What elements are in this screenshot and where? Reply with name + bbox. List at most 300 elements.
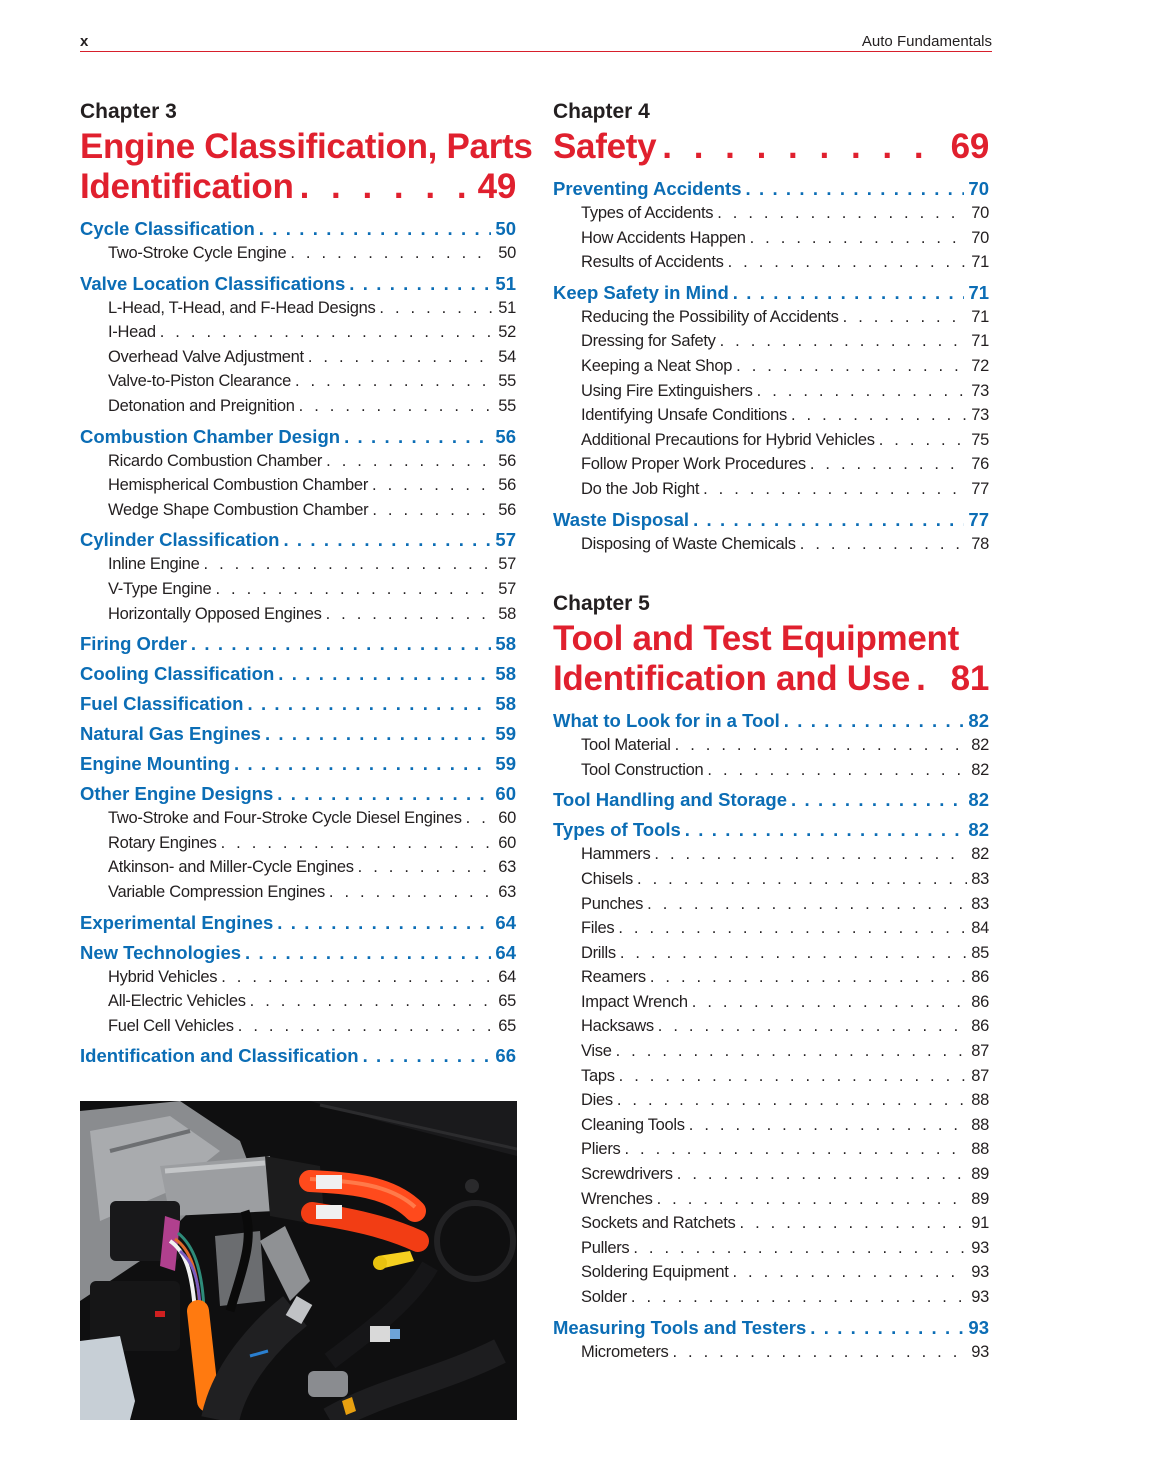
toc-subsection-entry[interactable] <box>80 577 516 602</box>
chapter-5 <box>553 592 989 1364</box>
toc-subsection-entry[interactable] <box>553 1340 989 1365</box>
toc-section-entry[interactable] <box>553 709 989 733</box>
toc-subsection-entry[interactable] <box>553 758 989 783</box>
toc-subsection-entry[interactable] <box>553 892 989 917</box>
toc-subsection-entry[interactable] <box>80 831 516 856</box>
toc-entry-title: Rotary Engines <box>108 833 217 852</box>
toc-subsection-entry[interactable] <box>553 329 989 354</box>
toc-page-number: 93 <box>971 1263 989 1282</box>
toc-section-entry[interactable] <box>80 425 516 449</box>
toc-page-number: 50 <box>498 244 516 262</box>
toc-section-entry[interactable] <box>553 281 989 305</box>
dot-leader <box>204 552 495 577</box>
toc-section-entry[interactable] <box>553 788 989 812</box>
dot-leader <box>290 241 494 266</box>
toc-entry-title: Horizontally Opposed Engines <box>108 604 322 623</box>
toc-entry-title: Results of Accidents <box>581 253 724 272</box>
dot-leader <box>637 867 967 892</box>
toc-page-number: 87 <box>971 1066 989 1085</box>
toc-subsection-entry[interactable] <box>553 201 989 226</box>
toc-page-number: 82 <box>968 710 989 732</box>
toc-subsection-entry[interactable] <box>80 449 516 474</box>
toc-entry-title: Pliers <box>581 1140 621 1159</box>
chapter-title-line: Identification <box>80 167 294 206</box>
toc-page-number: 60 <box>498 809 516 828</box>
dot-leader <box>278 662 491 686</box>
toc-page-number: 70 <box>971 204 989 222</box>
toc-entry-title: Files <box>581 919 615 938</box>
toc-subsection-entry[interactable] <box>80 806 516 831</box>
toc-subsection-entry[interactable] <box>553 733 989 758</box>
dot-leader <box>619 1064 968 1089</box>
dot-leader <box>363 1044 492 1068</box>
toc-entry-title: Tool Handling and Storage <box>553 789 787 811</box>
dot-leader <box>631 1285 967 1310</box>
toc-entry-title: Cycle Classification <box>80 218 255 239</box>
toc-page-number: 82 <box>971 760 989 779</box>
toc-page-number: 87 <box>971 1042 989 1061</box>
toc-entry-title: Preventing Accidents <box>553 178 742 199</box>
toc-page-number: 63 <box>498 882 516 901</box>
dot-leader <box>277 782 491 806</box>
toc-page-number: 56 <box>495 425 516 447</box>
toc-entry-title: Engine Mounting <box>80 753 231 775</box>
dot-leader <box>703 477 967 502</box>
dot-leader <box>617 1088 967 1113</box>
toc-page-number: 60 <box>495 783 516 805</box>
toc-entry-title: Keeping a Neat Shop <box>581 356 733 375</box>
dot-leader <box>677 1162 967 1187</box>
toc-section-entry[interactable] <box>80 941 516 965</box>
toc-entry-title: Chisels <box>581 869 634 888</box>
toc-entry-title: Pullers <box>581 1238 630 1257</box>
toc-section-entry[interactable] <box>80 632 516 656</box>
toc-entry-title: All-Electric Vehicles <box>108 992 246 1011</box>
toc-entry-title: Experimental Engines <box>80 911 274 933</box>
engine-photo-illustration <box>80 1101 517 1420</box>
toc-entry-title: Hacksaws <box>581 1017 654 1036</box>
toc-entry-title: Overhead Valve Adjustment <box>108 347 304 366</box>
dot-leader <box>658 1014 967 1039</box>
toc-page-number: 71 <box>971 307 989 326</box>
dot-leader <box>633 1236 967 1261</box>
dot-leader <box>662 127 944 167</box>
toc-section-entry[interactable] <box>80 662 516 686</box>
toc-entry-title: Using Fire Extinguishers <box>581 381 753 400</box>
toc-entry-title: Hemispherical Combustion Chamber <box>108 476 369 495</box>
toc-entry-title: Ricardo Combustion Chamber <box>108 451 323 470</box>
toc-entry-title: Soldering Equipment <box>581 1263 729 1282</box>
toc-entry-title: Cylinder Classification <box>80 529 280 551</box>
toc-page-number: 60 <box>498 833 516 852</box>
toc-page-number: 57 <box>495 529 516 551</box>
dot-leader <box>277 911 491 935</box>
toc-page-number: 64 <box>495 911 516 933</box>
toc-page-number: 83 <box>971 894 989 913</box>
toc-page-number: 78 <box>971 534 989 553</box>
toc-section-entry[interactable] <box>553 508 989 532</box>
dot-leader <box>654 842 967 867</box>
toc-section-entry[interactable] <box>80 782 516 806</box>
toc-entry-title: Types of Tools <box>553 819 681 841</box>
toc-section-entry[interactable] <box>553 818 989 842</box>
toc-subsection-entry[interactable] <box>553 354 989 379</box>
toc-entry-title: Sockets and Ratchets <box>581 1214 736 1233</box>
toc-page-number: 55 <box>498 396 516 415</box>
toc-subsection-entry[interactable] <box>80 345 516 370</box>
dot-leader <box>624 1137 967 1162</box>
toc-page-number: 77 <box>971 479 989 498</box>
dot-leader <box>810 452 967 477</box>
toc-page-number: 72 <box>971 356 989 375</box>
toc-subsection-entry[interactable] <box>80 965 516 990</box>
toc-subsection-entry[interactable] <box>553 379 989 404</box>
toc-entry-title: Wedge Shape Combustion Chamber <box>108 500 369 519</box>
toc-page-number: 89 <box>971 1165 989 1184</box>
toc-page-number: 86 <box>971 968 989 987</box>
toc-entry-title: Other Engine Designs <box>80 783 274 805</box>
toc-entry-title: Hybrid Vehicles <box>108 967 218 986</box>
toc-page-number: 65 <box>498 1016 516 1035</box>
toc-page-number: 88 <box>971 1115 989 1134</box>
toc-page-number: 65 <box>498 992 516 1011</box>
toc-subsection-entry[interactable] <box>553 1014 989 1039</box>
toc-entry-title: I-Head <box>108 323 156 342</box>
toc-page-number: 58 <box>495 663 516 685</box>
toc-subsection-entry[interactable] <box>80 989 516 1014</box>
dot-leader <box>308 345 494 370</box>
toc-subsection-entry[interactable] <box>553 1187 989 1212</box>
toc-page-number: 50 <box>495 218 516 239</box>
toc-entry-title: Reducing the Possibility of Accidents <box>581 307 839 326</box>
toc-page-number: 86 <box>971 1017 989 1036</box>
toc-subsection-entry[interactable] <box>553 941 989 966</box>
toc-entry-title: Screwdrivers <box>581 1165 673 1184</box>
toc-subsection-entry[interactable] <box>80 320 516 345</box>
toc-subsection-entry[interactable] <box>80 855 516 880</box>
toc-entry-title: New Technologies <box>80 941 242 963</box>
toc-page-number: 71 <box>971 332 989 351</box>
toc-entry-title: Disposing of Waste Chemicals <box>581 534 796 553</box>
toc-subsection-entry[interactable] <box>80 498 516 523</box>
toc-subsection-entry[interactable] <box>80 880 516 905</box>
dot-leader <box>618 916 967 941</box>
chapter-title[interactable] <box>80 127 533 207</box>
toc-entry-title: Fuel Cell Vehicles <box>108 1016 234 1035</box>
toc-page-number: 51 <box>498 298 516 317</box>
chapter-title[interactable] <box>553 619 989 699</box>
running-head <box>80 31 992 52</box>
toc-page-number: 63 <box>498 858 516 877</box>
toc-entry-title: Fuel Classification <box>80 693 244 715</box>
toc-entry-title: Valve-to-Piston Clearance <box>108 372 291 391</box>
toc-list <box>553 177 989 556</box>
toc-subsection-entry[interactable] <box>553 916 989 941</box>
book-title: Auto Fundamentals <box>861 33 992 50</box>
toc-section-entry[interactable] <box>80 911 516 935</box>
toc-subsection-entry[interactable] <box>553 305 989 330</box>
dot-leader <box>757 379 968 404</box>
toc-subsection-entry[interactable] <box>553 532 989 557</box>
toc-entry-title: Measuring Tools and Testers <box>553 1316 807 1338</box>
dot-leader <box>791 403 967 428</box>
toc-entry-title: Taps <box>581 1066 615 1085</box>
toc-entry-title: Micrometers <box>581 1342 669 1361</box>
toc-entry-title: Inline Engine <box>108 555 200 574</box>
toc-entry-title: Hammers <box>581 845 651 864</box>
dot-leader <box>329 880 494 905</box>
dot-leader <box>732 1260 967 1285</box>
dot-leader <box>745 177 964 201</box>
dot-leader <box>879 428 968 453</box>
dot-leader <box>326 602 495 627</box>
toc-entry-title: Variable Compression Engines <box>108 882 325 901</box>
toc-entry-title: Identifying Unsafe Conditions <box>581 406 787 425</box>
toc-subsection-entry[interactable] <box>553 1088 989 1113</box>
toc-page-number: 56 <box>498 476 516 495</box>
dot-leader <box>300 167 472 207</box>
toc-page-number: 66 <box>495 1045 516 1067</box>
toc-page-number: 73 <box>971 406 989 425</box>
dot-leader <box>221 831 495 856</box>
chapter-title[interactable] <box>553 127 989 167</box>
toc-page-number: 57 <box>498 555 516 574</box>
toc-section-entry[interactable] <box>80 722 516 746</box>
toc-entry-title: Drills <box>581 943 616 962</box>
toc-subsection-entry[interactable] <box>553 250 989 275</box>
toc-subsection-entry[interactable] <box>553 1162 989 1187</box>
page-folio: x <box>80 33 89 50</box>
chapter-page: 81 <box>950 659 989 699</box>
dot-leader <box>295 369 494 394</box>
toc-page-number: 83 <box>971 869 989 888</box>
toc-entry-title: Waste Disposal <box>553 508 690 530</box>
toc-subsection-entry[interactable] <box>553 1260 989 1285</box>
toc-list <box>80 217 516 1068</box>
toc-section-entry[interactable] <box>553 177 989 201</box>
toc-subsection-entry[interactable] <box>553 1236 989 1261</box>
dot-leader <box>693 508 964 532</box>
dot-leader <box>372 498 494 523</box>
dot-leader <box>250 989 495 1014</box>
toc-page-number: 89 <box>971 1189 989 1208</box>
toc-subsection-entry[interactable] <box>80 602 516 627</box>
toc-page-number: 59 <box>495 753 516 775</box>
toc-page-number: 55 <box>498 372 516 391</box>
toc-subsection-entry[interactable] <box>80 241 516 266</box>
toc-entry-title: How Accidents Happen <box>581 228 746 247</box>
toc-page-number: 93 <box>971 1238 989 1257</box>
toc-subsection-entry[interactable] <box>553 1039 989 1064</box>
toc-page-number: 58 <box>495 633 516 655</box>
toc-entry-title: Impact Wrench <box>581 992 688 1011</box>
dot-leader <box>733 281 965 305</box>
toc-subsection-entry[interactable] <box>553 1211 989 1236</box>
dot-leader <box>344 425 491 449</box>
toc-page-number: 70 <box>968 178 989 199</box>
toc-page-number: 82 <box>968 819 989 841</box>
dot-leader <box>810 1316 964 1340</box>
toc-entry-title: Types of Accidents <box>581 204 714 222</box>
dot-leader <box>160 320 495 345</box>
toc-page-number: 71 <box>971 253 989 272</box>
toc-page-number: 54 <box>498 347 516 366</box>
chapter-page: 69 <box>950 127 989 166</box>
toc-entry-title: Combustion Chamber Design <box>80 425 341 447</box>
toc-section-entry[interactable] <box>80 692 516 716</box>
chapter-label: Chapter 5 <box>553 592 650 616</box>
toc-entry-title: Reamers <box>581 968 646 987</box>
toc-section-entry[interactable] <box>80 752 516 776</box>
toc-page-number: 51 <box>495 272 516 294</box>
dot-leader <box>728 250 968 275</box>
dot-leader <box>675 733 968 758</box>
dot-leader <box>616 1039 968 1064</box>
dot-leader <box>215 577 494 602</box>
dot-leader <box>707 758 967 783</box>
toc-subsection-entry[interactable] <box>553 1137 989 1162</box>
toc-subsection-entry[interactable] <box>553 990 989 1015</box>
toc-entry-title: Tool Material <box>581 736 671 755</box>
toc-page-number: 91 <box>971 1214 989 1233</box>
dot-leader <box>750 226 968 251</box>
dot-leader <box>283 528 491 552</box>
dot-leader <box>358 855 495 880</box>
dot-leader <box>650 965 967 990</box>
chapter-3 <box>80 100 533 1068</box>
toc-entry-title: Cooling Classification <box>80 663 275 685</box>
dot-leader <box>784 709 965 733</box>
toc-page-number: 58 <box>495 693 516 715</box>
toc-entry-title: Do the Job Right <box>581 479 700 498</box>
dot-leader <box>379 296 494 321</box>
toc-page-number: 88 <box>971 1091 989 1110</box>
toc-page-number: 93 <box>968 1316 989 1338</box>
toc-page-number: 88 <box>971 1140 989 1159</box>
toc-entry-title: Tool Construction <box>581 760 704 779</box>
toc-page-number: 52 <box>498 323 516 342</box>
chapter-title-line: Safety <box>553 127 657 166</box>
toc-section-entry[interactable] <box>553 1316 989 1340</box>
toc-page-number: 85 <box>971 943 989 962</box>
toc-entry-title: Natural Gas Engines <box>80 723 261 745</box>
chapter-label: Chapter 4 <box>553 100 650 123</box>
toc-list <box>553 709 989 1364</box>
dot-leader <box>800 532 967 557</box>
toc-entry-title: Follow Proper Work Procedures <box>581 455 806 474</box>
toc-entry-title: Vise <box>581 1042 612 1061</box>
toc-subsection-entry[interactable] <box>553 428 989 453</box>
toc-entry-title: Valve Location Classifications <box>80 272 346 294</box>
toc-subsection-entry[interactable] <box>553 842 989 867</box>
toc-subsection-entry[interactable] <box>553 867 989 892</box>
toc-entry-title: Two-Stroke and Four-Stroke Cycle Diesel Engines <box>108 809 462 828</box>
toc-page-number: 56 <box>498 451 516 470</box>
dot-leader <box>326 449 494 474</box>
toc-page-number: 77 <box>968 508 989 530</box>
toc-entry-title: Dressing for Safety <box>581 332 716 351</box>
toc-page-number: 70 <box>971 228 989 247</box>
dot-leader <box>689 1113 967 1138</box>
dot-leader <box>299 394 495 419</box>
toc-entry-title: Solder <box>581 1288 627 1306</box>
toc-page-number: 84 <box>971 919 989 938</box>
toc-subsection-entry[interactable] <box>553 1064 989 1089</box>
toc-page-number: 82 <box>971 736 989 755</box>
dot-leader <box>245 941 491 965</box>
dot-leader <box>238 1014 494 1039</box>
toc-section-entry[interactable] <box>80 528 516 552</box>
toc-subsection-entry[interactable] <box>553 477 989 502</box>
toc-subsection-entry[interactable] <box>553 965 989 990</box>
dot-leader <box>740 1211 968 1236</box>
toc-subsection-entry[interactable] <box>80 1014 516 1039</box>
chapter-title-line: Tool and Test Equipment <box>553 619 959 659</box>
left-column <box>80 100 533 1068</box>
dot-leader <box>736 354 967 379</box>
toc-subsection-entry[interactable] <box>553 452 989 477</box>
toc-subsection-entry[interactable] <box>80 394 516 419</box>
toc-page-number: 58 <box>498 604 516 623</box>
toc-subsection-entry[interactable] <box>553 1285 989 1310</box>
toc-page-number: 56 <box>498 500 516 519</box>
toc-section-entry[interactable] <box>80 1044 516 1068</box>
toc-page-number: 71 <box>968 281 989 303</box>
toc-subsection-entry[interactable] <box>80 369 516 394</box>
toc-page-number: 93 <box>971 1288 989 1306</box>
toc-subsection-entry[interactable] <box>553 1113 989 1138</box>
toc-entry-title: Punches <box>581 894 644 913</box>
toc-page-number: 86 <box>971 992 989 1011</box>
toc-entry-title: Detonation and Preignition <box>108 396 295 415</box>
dot-leader <box>720 329 968 354</box>
toc-subsection-entry[interactable] <box>553 226 989 251</box>
dot-leader <box>372 473 494 498</box>
toc-entry-title: L-Head, T-Head, and F-Head Designs <box>108 298 376 317</box>
dot-leader <box>247 692 491 716</box>
toc-subsection-entry[interactable] <box>80 296 516 321</box>
dot-leader <box>221 965 494 990</box>
right-column <box>553 100 989 1364</box>
chapter-title-line: Identification and Use <box>553 659 911 699</box>
dot-leader <box>647 892 967 917</box>
toc-entry-title: Identification and Classification <box>80 1045 359 1067</box>
toc-page-number: 82 <box>968 789 989 811</box>
toc-page-number: 82 <box>971 845 989 864</box>
dot-leader <box>843 305 968 330</box>
dot-leader <box>349 272 491 296</box>
dot-leader <box>620 941 967 966</box>
toc-subsection-entry[interactable] <box>553 403 989 428</box>
toc-subsection-entry[interactable] <box>80 473 516 498</box>
chapter-title-line: Engine Classification, Parts <box>80 127 533 166</box>
toc-page-number: 73 <box>971 381 989 400</box>
dot-leader <box>191 632 492 656</box>
dot-leader <box>265 722 491 746</box>
toc-entry-title: Atkinson- and Miller-Cycle Engines <box>108 858 354 877</box>
toc-section-entry[interactable] <box>80 272 516 296</box>
toc-subsection-entry[interactable] <box>80 552 516 577</box>
toc-entry-title: Two-Stroke Cycle Engine <box>108 244 287 262</box>
toc-page-number: 64 <box>498 967 516 986</box>
toc-page-number: 75 <box>971 430 989 449</box>
dot-leader <box>466 806 495 831</box>
toc-entry-title: Additional Precautions for Hybrid Vehicles <box>581 430 875 449</box>
toc-page-number: 76 <box>971 455 989 474</box>
toc-entry-title: Dies <box>581 1091 613 1110</box>
toc-section-entry[interactable] <box>80 217 516 241</box>
toc-page-number: 64 <box>495 941 516 963</box>
